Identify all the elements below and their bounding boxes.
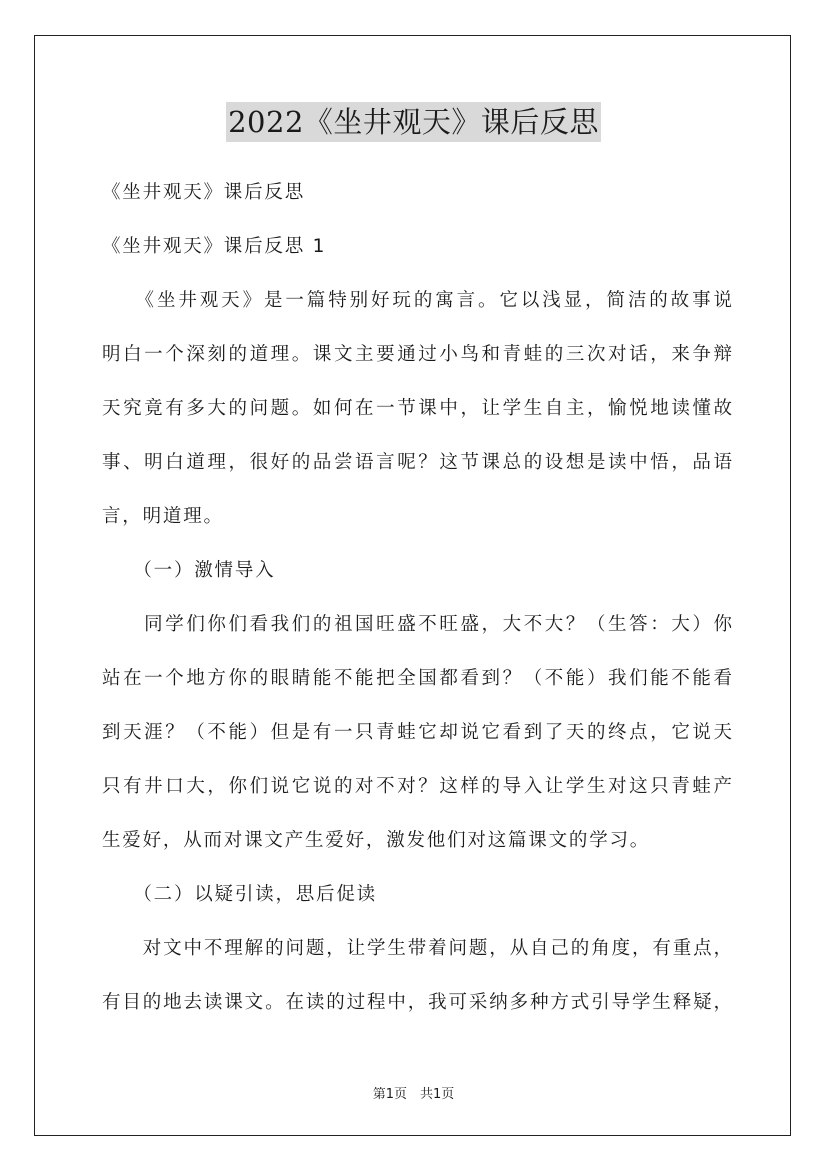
body-line: 到天涯？（不能）但是有一只青蛙它却说它看到了天的终点，它说天 [102,722,732,743]
body-line: 天究竟有多大的问题。如何在一节课中，让学生自主，愉悦地读懂故 [102,398,732,419]
page-footer: 第1页 共1页 [372,1087,455,1102]
body-line: 同学们你们看我们的祖国旺盛不旺盛，大不大？（生答：大）你 [102,614,732,635]
subsection-heading: （二）以疑引读，思后促读 [102,884,377,905]
body-line: 言，明道理。 [102,506,224,527]
body-line: 只有井口大，你们说它说的对不对？这样的导入让学生对这只青蛙产 [102,776,732,797]
body-line: 明白一个深刻的道理。课文主要通过小鸟和青蛙的三次对话，来争辩 [102,344,732,365]
document-title: 2022《坐井观天》课后反思 [226,102,601,142]
body-line: 站在一个地方你的眼睛能不能把全国都看到？（不能）我们能不能看 [102,668,732,689]
body-line: 《坐井观天》是一篇特别好玩的寓言。它以浅显，简洁的故事说 [102,290,732,311]
section-heading: 《坐井观天》课后反思 1 [102,236,327,257]
body-line: 事、明白道理，很好的品尝语言呢？这节课总的设想是读中悟，品语 [102,452,732,473]
title-container [0,102,827,142]
subtitle: 《坐井观天》课后反思 [102,182,306,203]
body-line: 有目的地去读课文。在读的过程中，我可采纳多种方式引导学生释疑， [102,992,732,1013]
subsection-heading: （一）激情导入 [102,560,276,581]
body-line: 对文中不理解的问题，让学生带着问题，从自己的角度，有重点， [102,938,732,959]
body-line: 生爱好，从而对课文产生爱好，激发他们对这篇课文的学习。 [102,830,651,851]
